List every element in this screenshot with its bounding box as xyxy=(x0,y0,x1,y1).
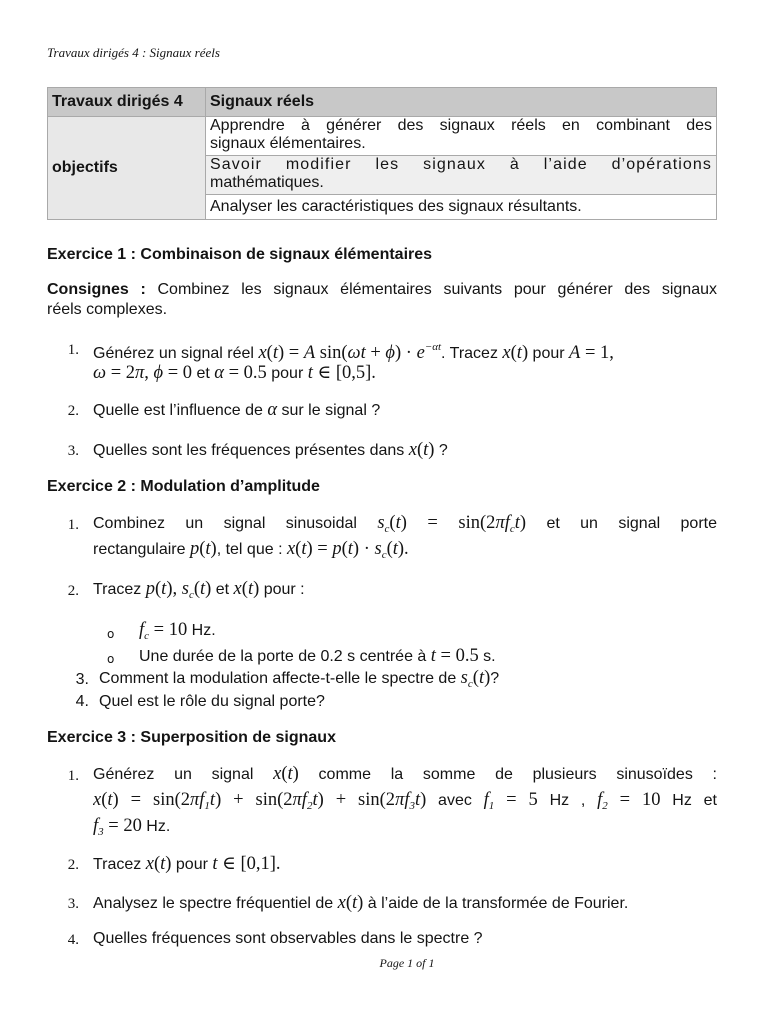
ex1-q2 xyxy=(93,397,717,423)
ex3-q2-text: Tracez xyxy=(93,856,146,873)
ex1-q2-line xyxy=(93,397,717,423)
objective-3-line1: Analyser les caractéristiques des signaux résultants. xyxy=(210,198,582,215)
ex2-q2 xyxy=(93,576,717,602)
ex1-q1-text: . Tracez xyxy=(441,345,503,362)
table-row xyxy=(48,117,717,156)
ex3-q1-text: Hz , xyxy=(537,792,598,809)
ex3-q3-text: à l’aide de la transformée de Fourier. xyxy=(363,895,629,912)
ex3-q4-line: Quelles fréquences sont observables dans le spectre ? xyxy=(93,930,483,947)
ex2-q1-line2 xyxy=(93,536,717,562)
ex2-q1-text: Combinez un signal sinusoidal xyxy=(93,515,378,532)
formula-modulation: $x(t) = p(t) \cdot s_c(t)$. xyxy=(286,539,409,561)
ex1-q2-text: sur le signal ? xyxy=(277,402,381,419)
exercise-2-title: Exercice 2 : Modulation d’amplitude xyxy=(47,478,320,495)
ex3-q1-text: comme la somme de plusieurs sinusoïdes : xyxy=(298,766,717,783)
objective-1-line1: Apprendre à générer des signaux réels en combinant des xyxy=(210,117,712,134)
table-header-signaux: Signaux réels xyxy=(206,88,717,117)
objective-2 xyxy=(206,156,717,195)
ex1-q1-text: pour xyxy=(266,365,308,382)
ex1-q1 xyxy=(93,334,717,386)
formula-x-t: x(t) xyxy=(408,440,435,460)
formula-f3-value: $f_3 = 20$ xyxy=(93,816,142,838)
ex2-bullet-1 xyxy=(139,617,216,643)
ex2-q2-text: et xyxy=(211,581,234,598)
formula-a-value: A = 1, xyxy=(569,343,614,363)
ex2-q2-number: 2. xyxy=(67,583,79,599)
ex3-q1-line2 xyxy=(93,787,717,813)
ex1-q3-text: ? xyxy=(434,442,448,459)
formula-alpha: α xyxy=(267,400,278,420)
ex3-q1-number: 1. xyxy=(67,768,79,784)
ex2-q1-text: , tel que : xyxy=(216,541,287,558)
ex2-q2-text: Tracez xyxy=(93,581,146,598)
formula-signals: p(t), $s_c(t)$ xyxy=(145,579,212,601)
formula-fc-value: $f_c = 10$ xyxy=(139,620,188,642)
ex3-q3-text: Analysez le spectre fréquentiel de xyxy=(93,895,338,912)
ex2-bullet-2-text: Une durée de la porte de 0.2 s centrée à xyxy=(139,648,431,665)
consignes-text-2: réels complexes. xyxy=(47,301,168,318)
ex2-q2-text: pour : xyxy=(259,581,305,598)
objectives-table xyxy=(47,87,717,220)
ex2-q4: Quel est le rôle du signal porte? xyxy=(99,693,325,710)
objective-3 xyxy=(206,195,717,220)
ex2-q2-line xyxy=(93,576,717,602)
ex1-q3-line xyxy=(93,437,717,463)
ex1-q2-text: Quelle est l’influence de xyxy=(93,402,268,419)
ex2-q3 xyxy=(99,666,723,690)
ex3-q3-number: 3. xyxy=(67,896,79,912)
formula-sum-sines: $x(t) = \sin(2\pi f_1t) + \sin(2\pi f_2t) + \sin(2\pi f_3t)$ xyxy=(93,790,427,812)
ex1-q1-text: Générez un signal réel xyxy=(93,345,259,362)
ex3-q2-text: pour xyxy=(171,856,213,873)
consignes-label: Consignes : xyxy=(47,281,146,298)
formula-t-center: t = 0.5 xyxy=(430,646,479,666)
ex2-bullet-1-unit: Hz. xyxy=(187,622,216,639)
bullet-marker: o xyxy=(107,652,115,666)
ex2-q3-line xyxy=(99,666,723,690)
ex3-q1-text: Générez un signal xyxy=(93,766,274,783)
ex1-q3-text: Quelles sont les fréquences présentes dans xyxy=(93,442,409,459)
objectifs-label: objectifs xyxy=(48,117,206,220)
ex2-q4-number: 4. xyxy=(75,693,89,710)
ex3-q2 xyxy=(93,851,717,877)
objective-1-line2: signaux élémentaires. xyxy=(210,135,366,152)
formula-x-t: x(t) xyxy=(502,343,529,363)
page-footer: Page 1 of 1 xyxy=(379,956,435,970)
ex3-q1-text: Hz. xyxy=(141,818,171,835)
ex1-q1-line2 xyxy=(93,360,717,386)
table-header-td: Travaux dirigés 4 xyxy=(48,88,206,117)
ex2-q1-text: et un signal porte xyxy=(526,515,717,532)
ex3-q1-text: Hz et xyxy=(660,792,717,809)
exercise-3-title: Exercice 3 : Superposition de signaux xyxy=(47,729,336,746)
formula-f2-value: $f_2 = 10$ xyxy=(597,790,661,812)
ex1-q3-number: 3. xyxy=(67,443,79,459)
running-header: Travaux dirigés 4 : Signaux réels xyxy=(47,45,220,60)
ex1-q3 xyxy=(93,437,717,463)
ex2-q3-text: ? xyxy=(490,670,500,687)
ex3-q3-line xyxy=(93,890,717,916)
formula-x-t: x(t) xyxy=(145,854,172,874)
ex1-q1-text: pour xyxy=(528,345,570,362)
formula-x-t: x(t) = A $\sin(\omega t + \phi) \cdot e^{-\alpha t}$ xyxy=(258,341,442,363)
ex2-q1-line1 xyxy=(93,510,717,536)
ex3-q4 xyxy=(93,926,717,952)
ex3-q1-line3 xyxy=(93,813,717,839)
objective-2-line2: mathématiques. xyxy=(210,174,324,191)
consignes-text-1: Combinez les signaux élémentaires suivants pour générer des signaux xyxy=(145,281,718,298)
formula-t-range: t ∈ [0,1]. xyxy=(212,854,281,874)
ex3-q4-number: 4. xyxy=(67,932,79,948)
ex3-q1-line1 xyxy=(93,761,717,787)
bullet-marker: o xyxy=(107,627,115,641)
formula-alpha-value: α = 0.5 xyxy=(214,363,267,383)
objective-1 xyxy=(206,117,717,156)
ex2-bullet-1-line xyxy=(139,617,216,643)
formula-x-t: x(t) xyxy=(273,764,299,784)
formula-x-t: x(t) xyxy=(337,893,364,913)
consignes xyxy=(47,280,717,320)
ex2-q1-text: rectangulaire xyxy=(93,541,190,558)
formula-f1-value: $f_1 = 5$ xyxy=(483,790,538,812)
exercise-1-title: Exercice 1 : Combinaison de signaux élémentaires xyxy=(47,246,433,263)
ex2-q1-number: 1. xyxy=(67,517,79,533)
ex1-q1-line1 xyxy=(93,334,717,363)
ex3-q2-number: 2. xyxy=(67,857,79,873)
objective-2-line1: Savoir modifier les signaux à l’aide d’opérations xyxy=(210,156,712,173)
ex3-q3 xyxy=(93,890,717,916)
formula-sc-t: $s_c(t)$ xyxy=(460,668,491,690)
ex2-q3-number: 3. xyxy=(75,671,89,688)
formula-p-t: p(t) xyxy=(189,539,217,559)
formula-t-range: t ∈ [0,5]. xyxy=(307,363,376,383)
ex3-q2-line xyxy=(93,851,717,877)
table-header-row xyxy=(48,88,717,117)
formula-omega-phi: ω = 2π, ϕ = 0 xyxy=(93,363,193,383)
ex1-q1-text: et xyxy=(192,365,215,382)
ex2-bullet-2-text: s. xyxy=(478,648,496,665)
ex1-q2-number: 2. xyxy=(67,403,79,419)
formula-x-t: x(t) xyxy=(233,579,260,599)
formula-sc-t: $s_c(t) = \sin(2\pi f_ct)$ xyxy=(377,513,527,535)
ex3-q1 xyxy=(93,761,717,839)
ex2-q3-text: Comment la modulation affecte-t-elle le spectre de xyxy=(99,670,461,687)
ex3-q1-text: avec xyxy=(426,792,484,809)
ex1-q1-number: 1. xyxy=(67,342,79,358)
ex2-q1 xyxy=(93,510,717,562)
